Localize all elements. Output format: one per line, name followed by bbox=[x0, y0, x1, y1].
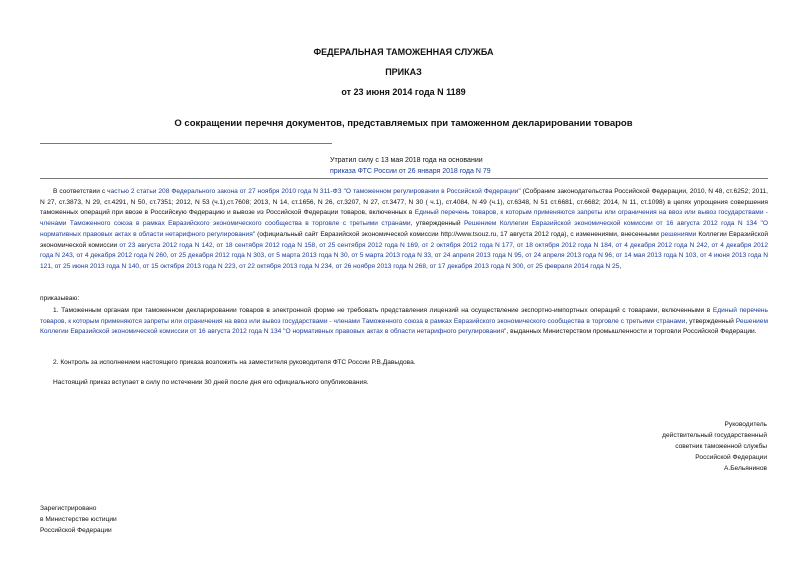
agency-title: ФЕДЕРАЛЬНАЯ ТАМОЖЕННАЯ СЛУЖБА bbox=[313, 47, 494, 57]
registration-line: в Министерстве юстиции bbox=[40, 515, 117, 523]
preamble-text-4: (официальный сайт Евразийской экономической комиссии http://www.tsouz.ru, 17 августа 2012 года), с изменениями, внесенными bbox=[255, 230, 661, 238]
document-date-number: от 23 июня 2014 года N 1189 bbox=[341, 87, 466, 97]
amendments-link[interactable]: от 23 августа 2012 года N 142, от 18 сентября 2012 года N 158, от 25 сентября 2012 года N 169, от 2 октября 2012 года N 177, от 18 октября 2012 года N 184, от 4 декабря 2012 года N 242, от 4 декабря 2012 года N 243, от 4 декабря 2012 года N 260, от 25 декабря 2012 года N 303, от 5 марта 2013 года N 30, от 5 марта 2013 года N 33, от 24 апреля 2013 года N 95, от 24 апреля 2013 года N 96, от 14 мая 2013 года N 103, от 4 июня 2013 года N 121, от 25 июня 2013 года N 140, от 15 октября 2013 года N 223, от 22 октября 2013 года N 234, от 26 ноября 2013 года N 268, от 17 декабря 2013 года N 300, от 25 февраля 2014 года N 25 bbox=[40, 241, 768, 270]
decisions-link[interactable]: решениями bbox=[660, 230, 697, 238]
signature-line: Российской Федерации bbox=[695, 453, 767, 461]
registration-line: Зарегистрировано bbox=[40, 505, 97, 512]
signatory-name: А.Бельянинов bbox=[724, 464, 767, 472]
signature-line: советник таможенной службы bbox=[675, 442, 767, 450]
status-divider bbox=[40, 178, 768, 179]
order-word: приказываю: bbox=[40, 295, 80, 302]
commission-decision-link[interactable]: Решением Коллегии Евразийской экономической комиссии от 16 августа 2012 года N 134 "О нормативных правовых актах в области нетарифного регулирования" bbox=[40, 220, 769, 238]
registration-block bbox=[40, 504, 290, 537]
effective-date-paragraph: Настоящий приказ вступает в силу по истечении 30 дней после дня его официального опубликования. bbox=[53, 379, 369, 386]
signature-block bbox=[567, 420, 767, 475]
registration-line: Российской Федерации bbox=[40, 526, 112, 534]
preamble-text-5: Коллегии Евразийской экономической комиссии bbox=[40, 230, 769, 249]
clause-1-unified-list-link[interactable]: Единый перечень товаров, к которым применяются запреты или ограничения на ввоз или вывоз государствами - членами Таможенного союза в рамках Евразийского экономического сообщества в торговле с третьими странами bbox=[40, 307, 768, 325]
signature-line: Руководитель bbox=[724, 421, 767, 428]
clause-1-paragraph bbox=[40, 306, 768, 338]
preamble-text-6: , bbox=[619, 262, 622, 270]
preamble-text-2: (Собрание законодательства Российской Федерации, 2010, N 48, ст.6252; 2011, N 27, ст.3873, N 29, ст.4291, N 50, ст.7351; 2012, N 53 (ч.1),ст.7608; 2013, N 14, ст.1656, N 26, ст.3207, N 27, ст.3477, N 30 ( ч.1), ст.4084, N 49 (ч.1), ст.6348, N 51 ст.6681, ст.6682; 2014, N 11, ст.1098) в целях упрощения совершения таможенных операций при ввозе в Российскую Федерацию и вывозе из Российской Федерации товаров, включенных в bbox=[40, 188, 769, 217]
clause-1-text-3: , выданных Министерством промышленности и торговли Российской Федерации. bbox=[506, 328, 757, 336]
clause-2-paragraph: 2. Контроль за исполнением настоящего приказа возложить на заместителя руководителя ФТС России Р.В.Давыдова. bbox=[53, 359, 416, 366]
preamble-paragraph bbox=[40, 187, 768, 273]
preamble-text-3: , утвержденный bbox=[410, 220, 465, 228]
document-type: ПРИКАЗ bbox=[385, 67, 422, 77]
federal-law-link[interactable]: частью 2 статьи 208 Федерального закона от 27 ноября 2010 года N 311-ФЗ "О таможенном регулировании в Российской Федерации" bbox=[107, 188, 521, 195]
unified-list-link[interactable]: Единый перечень товаров, к которым применяются запреты или ограничения на ввоз или вывоз государствами - членами Таможенного союза в рамках Евразийского экономического сообщества в торговле с третьими странами bbox=[40, 209, 768, 228]
status-note bbox=[330, 155, 550, 177]
clause-1-commission-decision-link[interactable]: Решением Коллегии Евразийской экономической комиссии от 16 августа 2012 года N 134 "О нормативных правовых актах в области нетарифного регулирования" bbox=[40, 317, 768, 336]
preamble-text-1: В соответствии с bbox=[53, 188, 108, 195]
clause-1-text-2: , утвержденный bbox=[685, 317, 736, 325]
repeal-order-link[interactable]: приказа ФТС России от 26 января 2018 года N 79 bbox=[330, 168, 491, 175]
top-divider bbox=[40, 143, 332, 144]
clause-1-text-1: 1. Таможенным органам при таможенном декларировании товаров в электронной форме не требовать представления лицензий на осуществление экспортно-импортных операций с товарами, включенными в bbox=[53, 307, 713, 314]
status-note-text: Утратил силу с 13 мая 2018 года на основании bbox=[330, 157, 483, 164]
document-subject: О сокращении перечня документов, представляемых при таможенном декларировании товаров bbox=[174, 118, 633, 129]
signature-line: действительный государственный bbox=[662, 431, 767, 439]
